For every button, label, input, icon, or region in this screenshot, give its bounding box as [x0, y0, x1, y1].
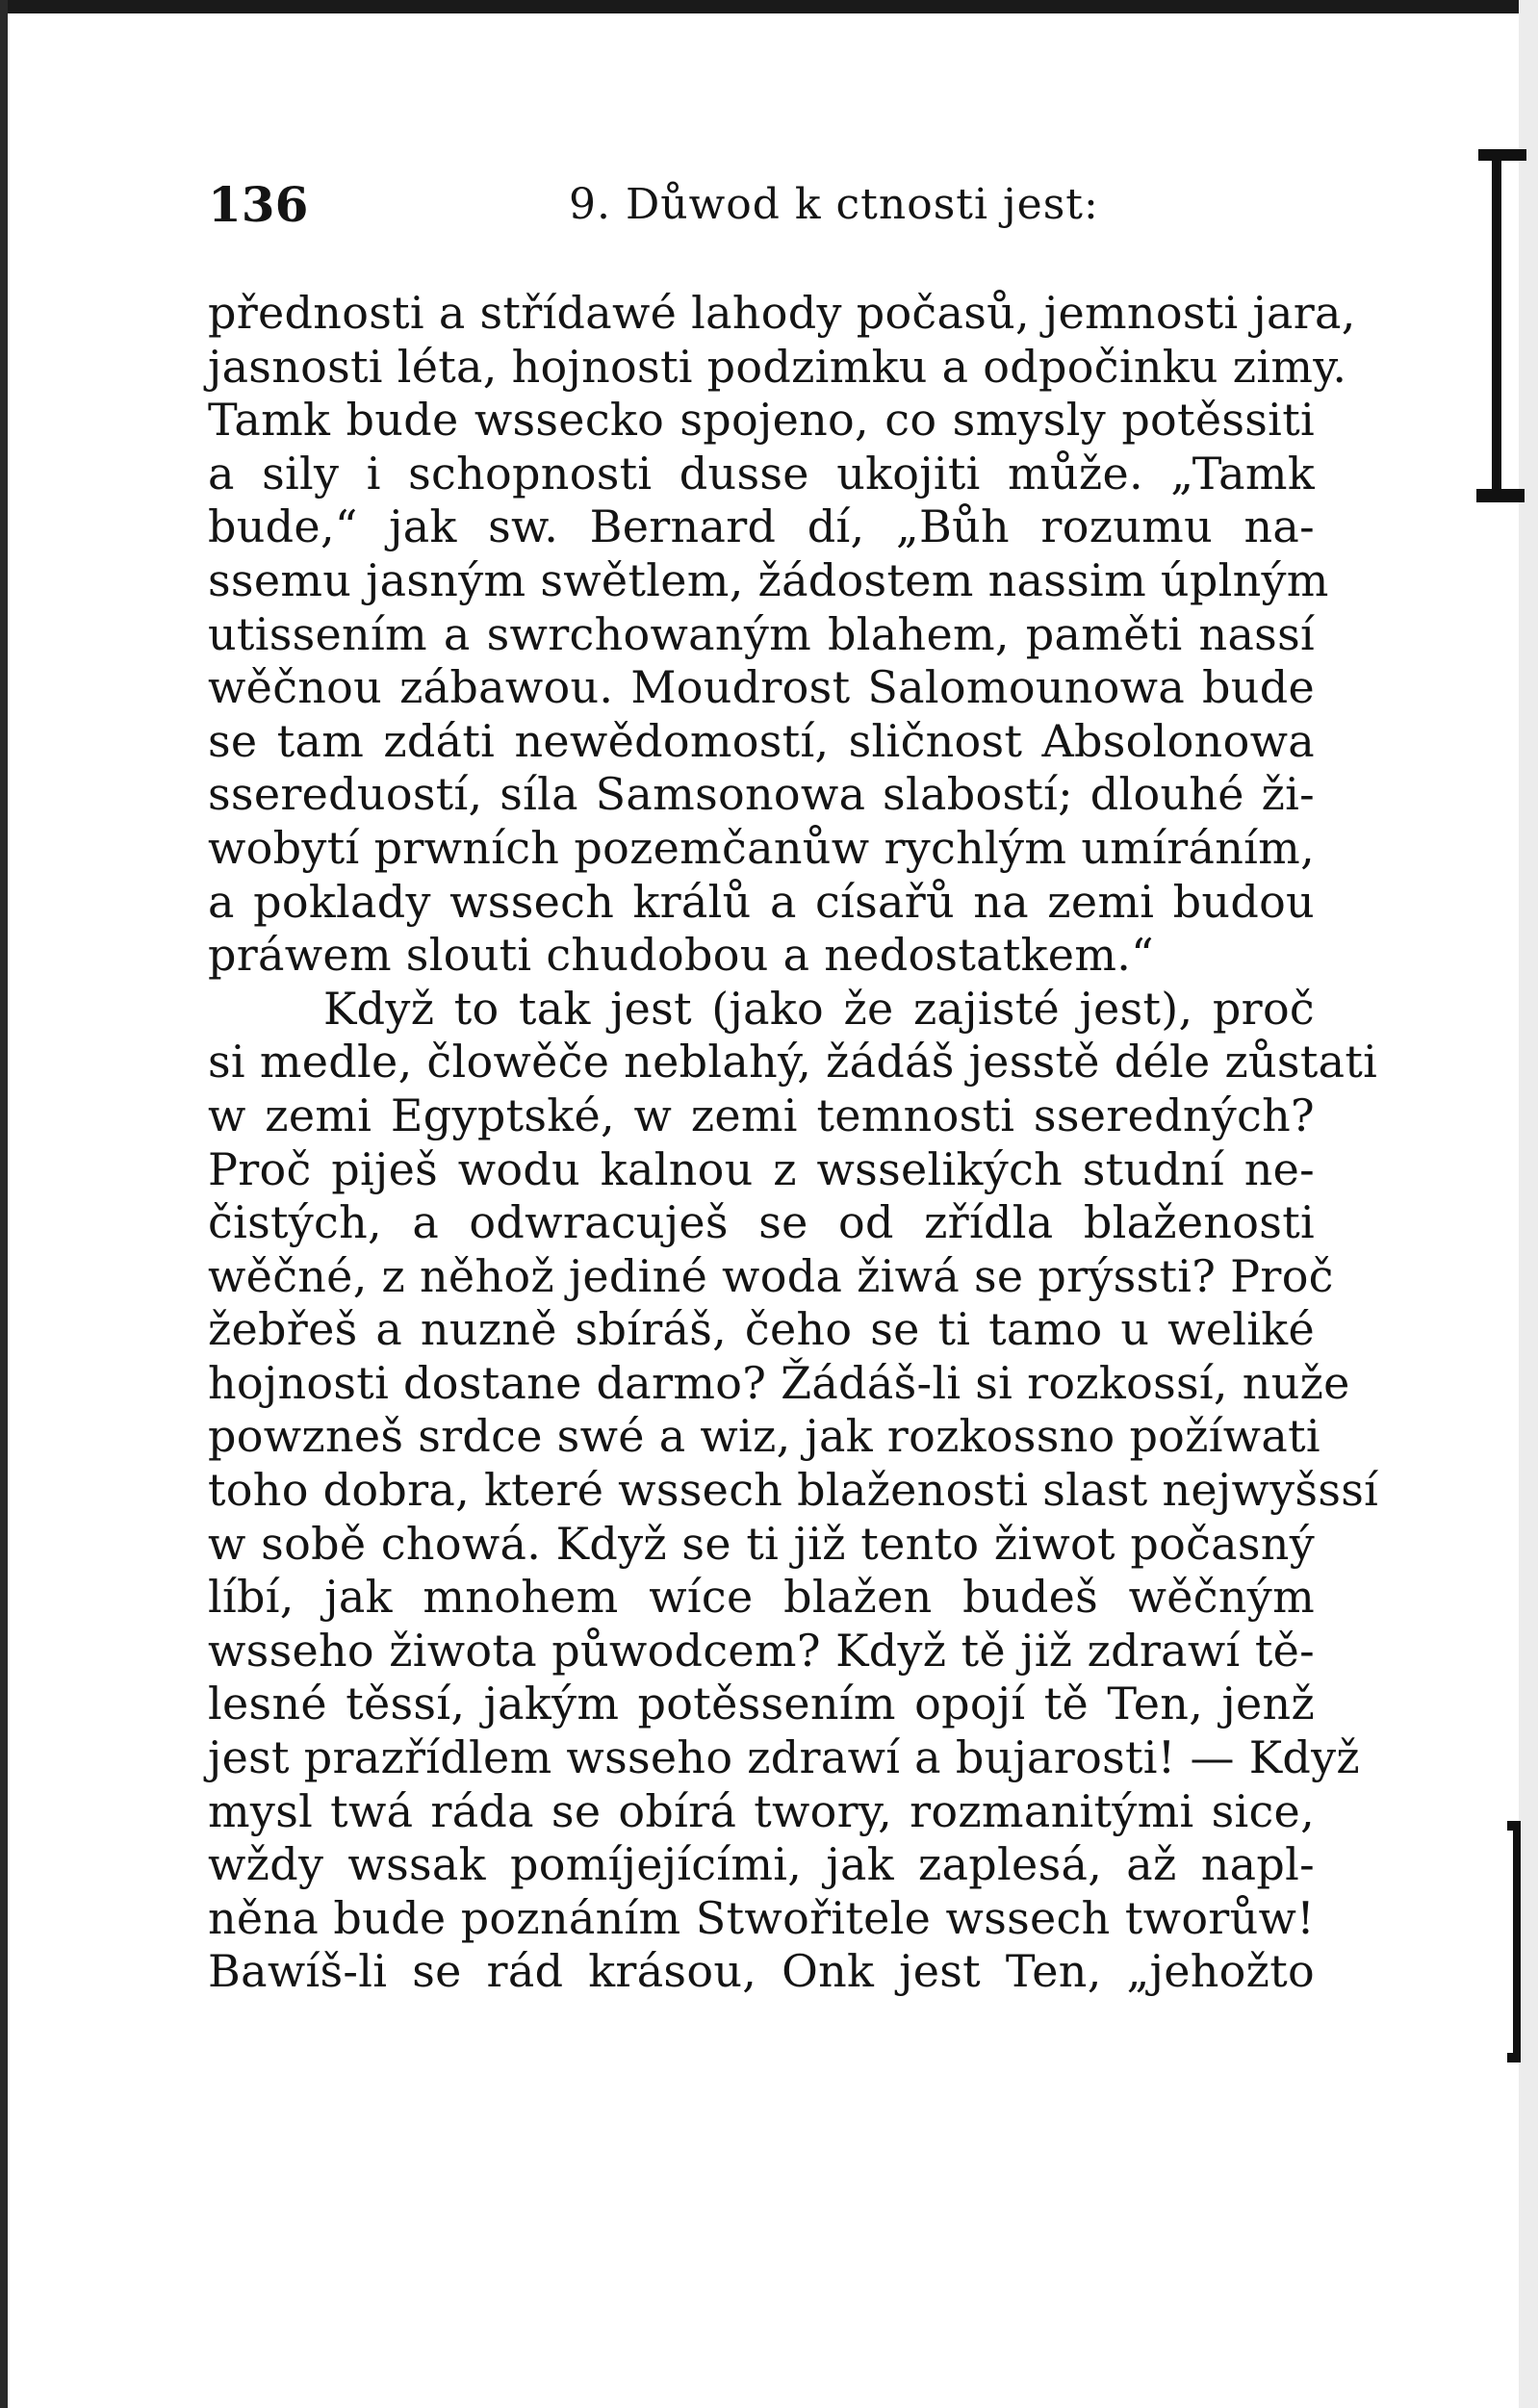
text-line: Když to tak jest (jako že zajisté jest), proč — [323, 982, 1315, 1035]
text-line: bude,“ jak sw. Bernard dí, „Bůh rozumu na- — [208, 500, 1315, 553]
text-line: a sily i schopnosti dusse ukojiti může. „Tamk — [208, 447, 1315, 500]
text-line: w sobě chowá. Když se ti již tento žiwot počasný — [208, 1517, 1315, 1570]
page-number: 136 — [208, 176, 309, 233]
text-line: powzneš srdce swé a wiz, jak rozkossno požíwati — [208, 1410, 1320, 1463]
scan-left-edge — [0, 0, 8, 2408]
scan-top-edge — [0, 0, 1538, 13]
text-line: wobytí prwních pozemčanůw rychlým umíráním, — [208, 821, 1315, 874]
margin-mark-lower-foot — [1507, 2053, 1521, 2062]
text-line: wsseho žiwota půwodcem? Když tě již zdrawí tě- — [208, 1624, 1315, 1677]
text-line: a poklady wssech králů a císařů na zemi budou — [208, 875, 1315, 928]
text-line: mysl twá ráda se obírá twory, rozmanitými sice, — [208, 1784, 1315, 1837]
text-line: Tamk bude wssecko spojeno, co smysly potěssiti — [208, 394, 1315, 447]
text-line: přednosti a střídawé lahody počasů, jemnosti jara, — [208, 287, 1356, 339]
text-line: lesné těssí, jakým potěssením opojí tě Ten, jenž — [208, 1678, 1315, 1730]
text-line: ssereduostí, síla Samsonowa slabostí; dlouhé ži- — [208, 768, 1315, 821]
text-line: líbí, jak mnohem wíce blažen budeš wěčným — [208, 1571, 1315, 1624]
text-line: jasnosti léta, hojnosti podzimku a odpočinku zimy. — [208, 340, 1347, 393]
text-line: si medle, člowěče neblahý, žádáš jesstě déle zůstati — [208, 1036, 1378, 1089]
text-line: wždy wssak pomíjejícími, jak zaplesá, až napl- — [208, 1838, 1315, 1891]
margin-mark-upper-foot — [1476, 489, 1525, 502]
text-line: čistých, a odwracuješ se od zřídla blaženosti — [208, 1196, 1315, 1249]
text-line: hojnosti dostane darmo? Žádáš-li si rozkossí, nuže — [208, 1356, 1350, 1409]
running-head: 9. Důwod k ctnosti jest: — [569, 180, 1099, 229]
text-line: se tam zdáti newědomostí, sličnost Absolonowa — [208, 714, 1315, 767]
text-line: Bawíš-li se rád krásou, Onk jest Ten, „jehožto — [208, 1945, 1315, 1998]
text-line: w zemi Egyptské, w zemi temnosti sseredných? — [208, 1089, 1315, 1141]
text-line: utissením a swrchowaným blahem, paměti nassí — [208, 607, 1315, 660]
page-header — [208, 171, 1315, 239]
scan-right-edge — [1519, 0, 1538, 2408]
margin-mark-lower-stem — [1513, 1829, 1521, 2055]
text-line: žebřeš a nuzně sbíráš, čeho se ti tamo u weliké — [208, 1303, 1315, 1356]
body-text — [208, 287, 1379, 1999]
text-line: něna bude poznáním Stwořitele wssech tworůw! — [208, 1891, 1315, 1944]
text-line: wěčnou zábawou. Moudrost Salomounowa bude — [208, 661, 1315, 714]
text-line: Proč piješ wodu kalnou z wsselikých studní ne- — [208, 1142, 1315, 1195]
text-line: ssemu jasným swětlem, žádostem nassim úplným — [208, 553, 1329, 606]
text-line: wěčné, z něhož jediné woda žiwá se prýssti? Proč — [208, 1249, 1334, 1302]
text-line: jest prazřídlem wsseho zdrawí a bujarosti! — Když — [208, 1731, 1360, 1784]
margin-mark-upper-stem — [1492, 159, 1501, 491]
text-line: práwem slouti chudobou a nedostatkem.“ — [208, 929, 1154, 982]
text-line: toho dobra, které wssech blaženosti slast nejwyšssí — [208, 1464, 1379, 1517]
margin-mark-upper-bar — [1478, 149, 1526, 161]
